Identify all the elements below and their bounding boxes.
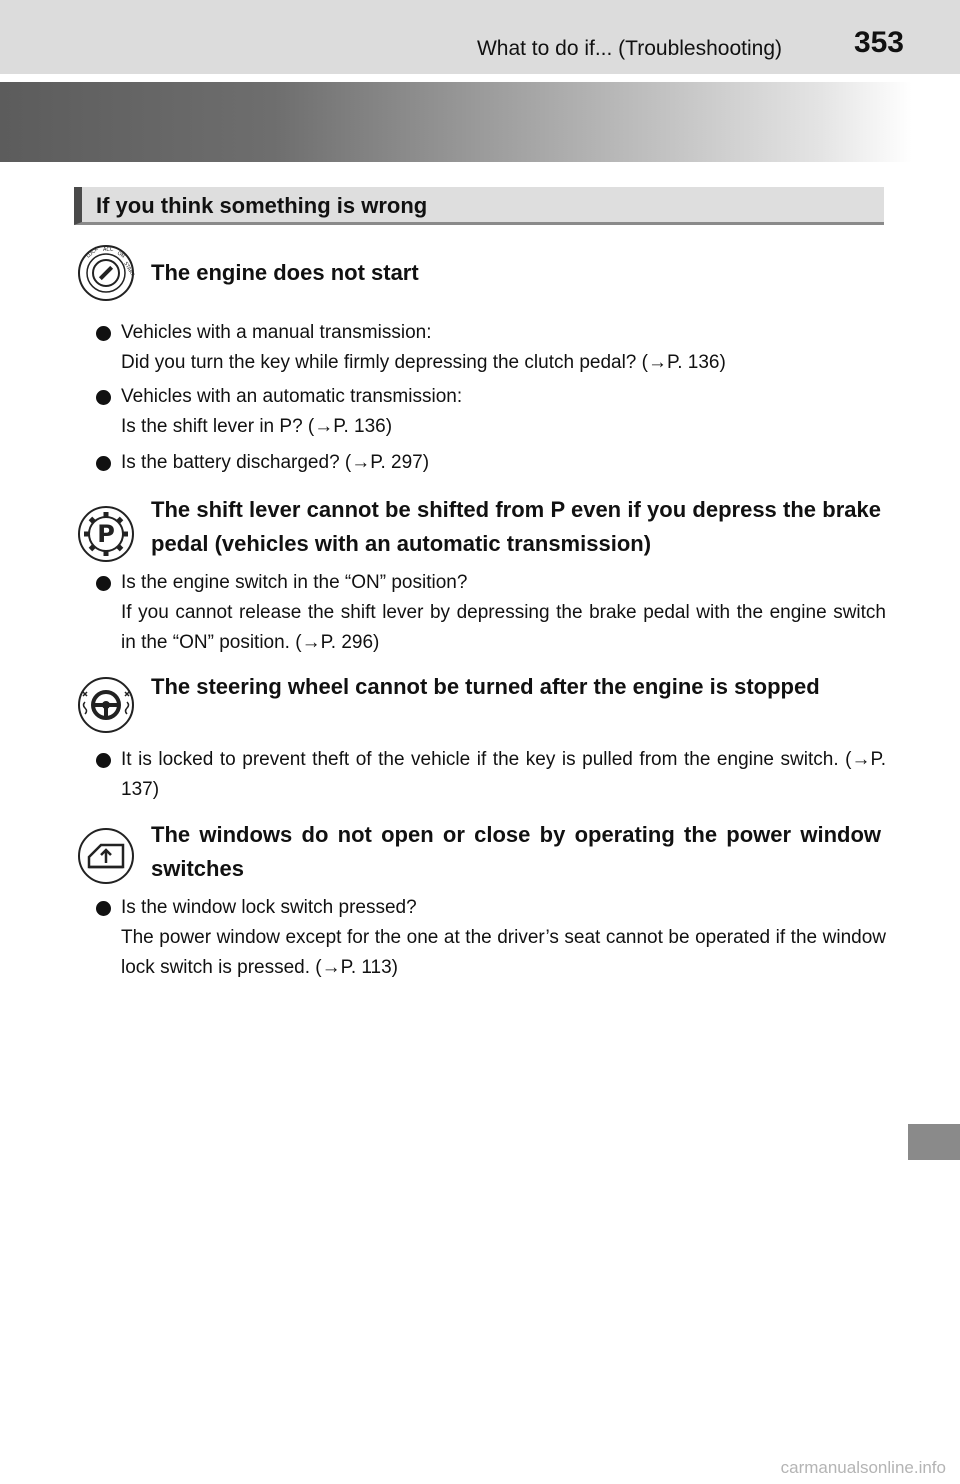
bullet-line: Vehicles with a manual transmission:: [121, 322, 432, 343]
list-item: [96, 382, 886, 442]
header-divider: [0, 74, 960, 77]
list-item: [96, 318, 886, 378]
bullet-dot: [96, 576, 111, 591]
bullet-line: Is the engine switch in the “ON” position?: [121, 572, 468, 593]
problem-heading-windows: The windows do not open or close by operating the power window switches: [151, 822, 881, 881]
page-number: 353: [853, 26, 904, 59]
bullet-dot: [96, 456, 111, 471]
bullet-line: Is the battery discharged? (→P. 297): [121, 452, 430, 473]
chapter-side-tab: [908, 1124, 960, 1160]
bullet-dot: [96, 901, 111, 916]
problem-heading-engine: The engine does not start: [151, 260, 419, 285]
list-item: [96, 448, 886, 478]
svg-text:ON: ON: [116, 250, 126, 260]
svg-text:P: P: [97, 520, 115, 548]
bullet-dot: [96, 390, 111, 405]
watermark: carmanualsonline.info: [780, 1458, 946, 1477]
bullet-line: Did you turn the key while firmly depressing the clutch pedal? (→P. 136): [121, 352, 726, 373]
problem-heading-steering: The steering wheel cannot be turned after the engine is stopped: [151, 674, 820, 699]
svg-text:START: START: [122, 261, 135, 278]
bullet-dot: [96, 753, 111, 768]
bullet-line: It is locked to prevent theft of the vehicle if the key is pulled from the engine switch. (→P. 137): [121, 749, 886, 800]
steering-lock-icon: [77, 676, 135, 734]
power-window-icon: [77, 827, 135, 885]
svg-text:LOCK: LOCK: [85, 246, 100, 260]
section-title: [74, 187, 884, 225]
svg-text:ACC: ACC: [103, 247, 114, 253]
bullet-dot: [96, 326, 111, 341]
bullet-line: If you cannot release the shift lever by depressing the brake pedal with the engine switch in the “ON” position. (→P. 296): [121, 602, 886, 653]
page-header: [0, 0, 960, 74]
bullet-line: Vehicles with an automatic transmission:: [121, 386, 463, 407]
bullet-line: The power window except for the one at the driver’s seat cannot be operated if the window lock switch is pressed. (→P. 113): [121, 927, 886, 978]
bullet-line: Is the window lock switch pressed?: [121, 897, 417, 918]
section-title-text: If you think something is wrong: [96, 193, 428, 218]
shift-lock-p-icon: [77, 505, 135, 563]
header-title: What to do if... (Troubleshooting): [476, 37, 782, 60]
problem-heading-shift-lever: The shift lever cannot be shifted from P even if you depress the brake pedal (vehicles with an automatic transmission): [151, 497, 881, 556]
bullet-line: Is the shift lever in P? (→P. 136): [121, 416, 393, 437]
chapter-banner: [0, 82, 912, 162]
list-item: [96, 893, 886, 983]
list-item: [96, 568, 886, 658]
list-item: [96, 745, 886, 805]
ignition-key-icon: [77, 244, 135, 302]
